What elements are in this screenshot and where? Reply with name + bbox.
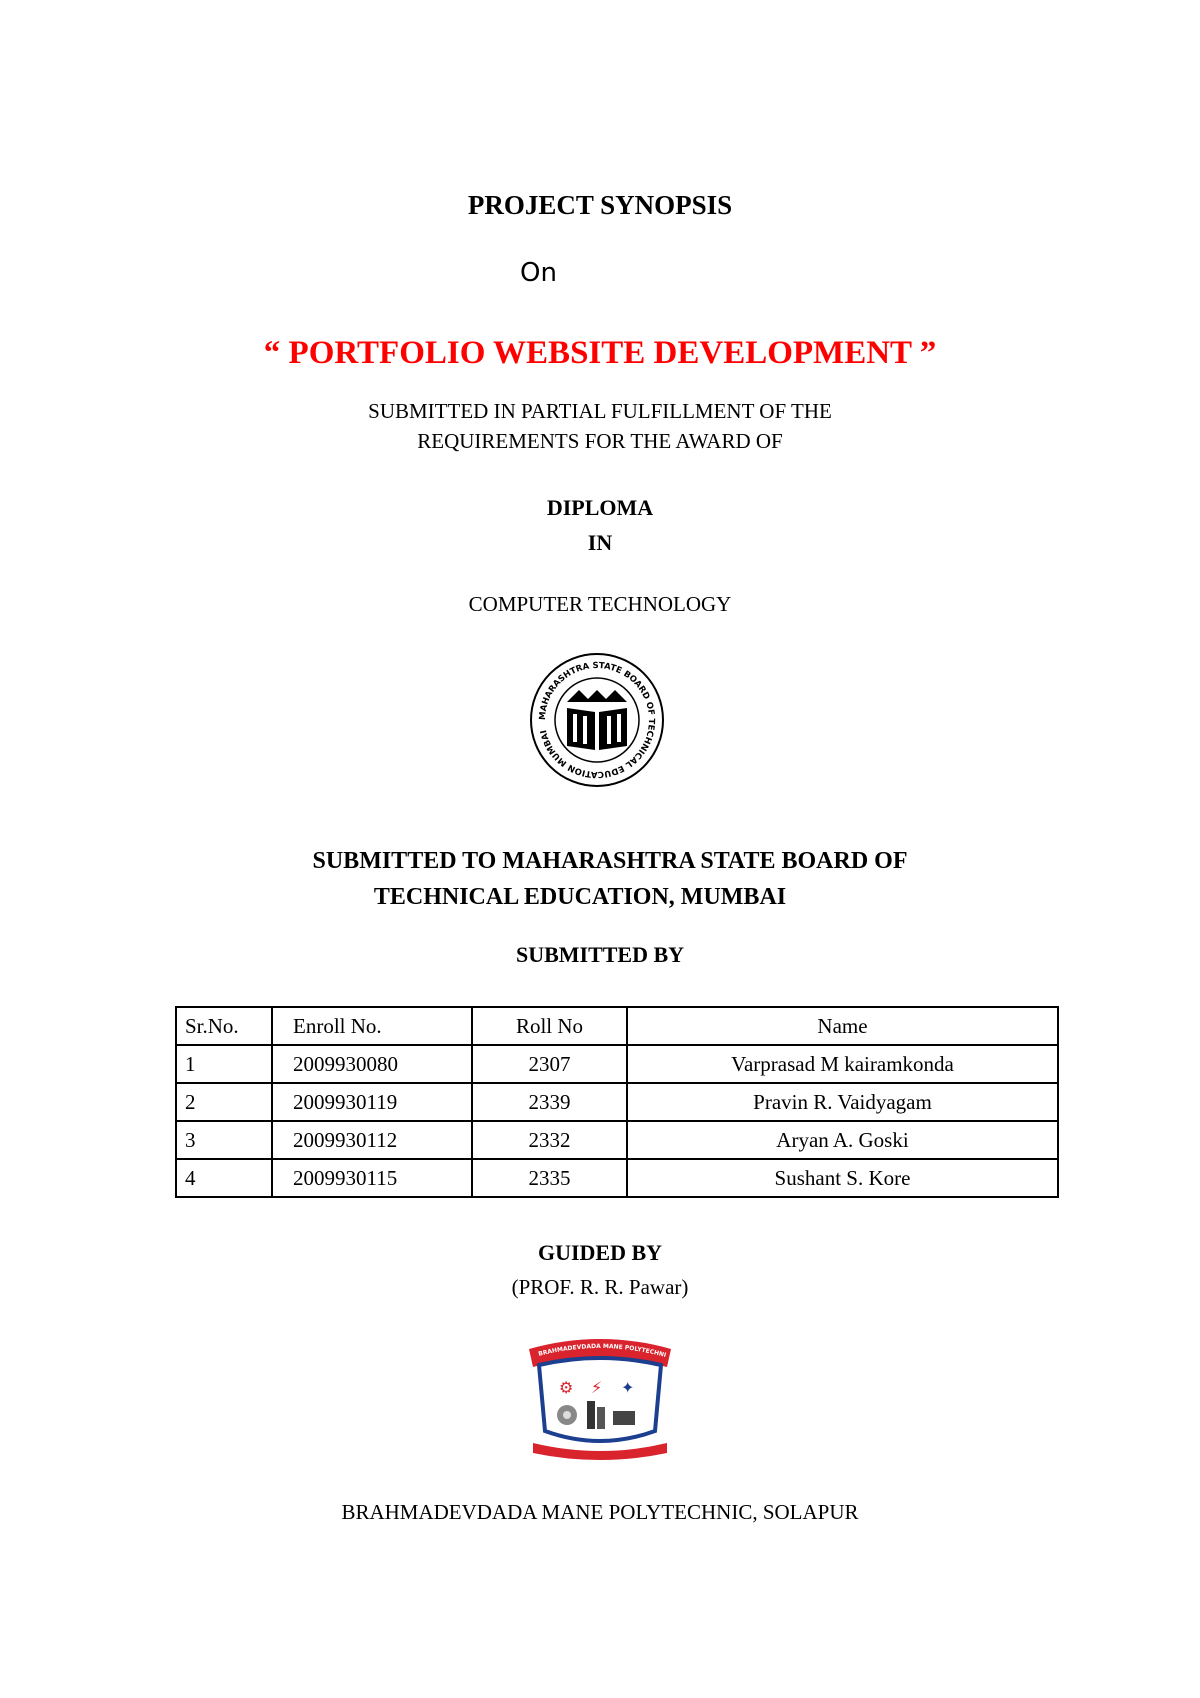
cell-name: Sushant S. Kore — [627, 1159, 1058, 1197]
board-line-1: SUBMITTED TO MAHARASHTRA STATE BOARD OF — [312, 848, 908, 874]
header-roll-no: Roll No — [472, 1007, 627, 1045]
cell-name: Varprasad M kairamkonda — [627, 1045, 1058, 1083]
students-table — [175, 1006, 1059, 1198]
course-name: COMPUTER TECHNOLOGY — [468, 592, 732, 616]
cell-enroll: 2009930080 — [272, 1045, 472, 1083]
on-label: On — [520, 258, 557, 288]
cell-roll: 2339 — [472, 1083, 627, 1121]
cell-name: Aryan A. Goski — [627, 1121, 1058, 1159]
svg-text:⚙: ⚙ — [559, 1378, 574, 1397]
logo-banner-text: BRAHMADEVDADA MANE POLYTECHNI — [537, 1342, 667, 1360]
table-row — [176, 1121, 1058, 1159]
diploma-block — [0, 490, 1200, 560]
college-logo — [525, 1335, 675, 1470]
college-name: BRAHMADEVDADA MANE POLYTECHNIC, SOLAPUR — [341, 1500, 859, 1524]
guide-name: (PROF. R. R. Pawar) — [511, 1275, 689, 1299]
board-line-2: TECHNICAL EDUCATION, MUMBAI — [373, 884, 787, 910]
cell-roll: 2307 — [472, 1045, 627, 1083]
header-name: Name — [627, 1007, 1058, 1045]
page-heading: PROJECT SYNOPSIS — [467, 190, 733, 220]
cell-sr: 4 — [176, 1159, 272, 1197]
cell-roll: 2332 — [472, 1121, 627, 1159]
table-header-row — [176, 1007, 1058, 1045]
cell-enroll: 2009930112 — [272, 1121, 472, 1159]
cell-sr: 1 — [176, 1045, 272, 1083]
svg-text:⚡: ⚡ — [591, 1378, 603, 1397]
header-enroll-no: Enroll No. — [272, 1007, 472, 1045]
diploma-label: DIPLOMA — [546, 495, 654, 520]
cell-roll: 2335 — [472, 1159, 627, 1197]
in-label: IN — [587, 530, 613, 555]
submitted-by-heading: SUBMITTED BY — [515, 942, 685, 967]
submitted-statement — [0, 396, 1200, 456]
cell-sr: 3 — [176, 1121, 272, 1159]
cell-enroll: 2009930115 — [272, 1159, 472, 1197]
submitted-line-2: REQUIREMENTS FOR THE AWARD OF — [417, 429, 783, 453]
cell-name: Pravin R. Vaidyagam — [627, 1083, 1058, 1121]
table-row — [176, 1083, 1058, 1121]
project-title: “ PORTFOLIO WEBSITE DEVELOPMENT ” — [263, 335, 937, 371]
svg-text:✦: ✦ — [621, 1378, 635, 1397]
board-statement — [0, 843, 1200, 915]
cell-enroll: 2009930119 — [272, 1083, 472, 1121]
cell-sr: 2 — [176, 1083, 272, 1121]
submitted-line-1: SUBMITTED IN PARTIAL FULFILLMENT OF THE — [368, 399, 832, 423]
header-sr-no: Sr.No. — [176, 1007, 272, 1045]
guided-by-heading: GUIDED BY — [537, 1240, 663, 1265]
table-row — [176, 1045, 1058, 1083]
msbte-seal-logo — [527, 650, 667, 795]
table-row — [176, 1159, 1058, 1197]
seal-text: MAHARASHTRA STATE BOARD OF TECHNICAL EDUCATION MUMBAI — [537, 660, 657, 780]
